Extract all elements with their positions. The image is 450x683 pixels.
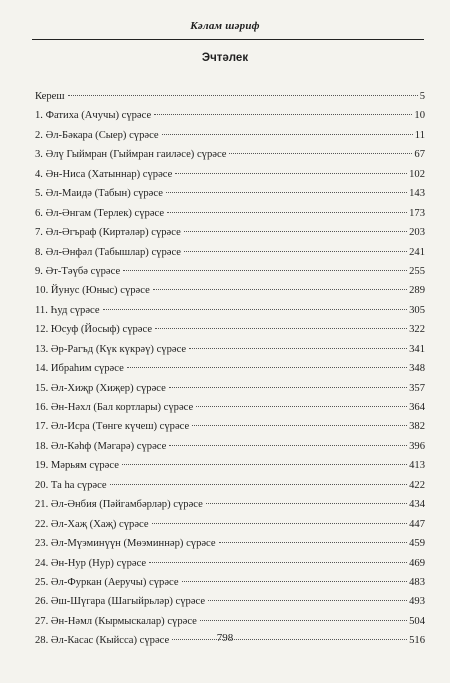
dot-leader — [127, 367, 407, 368]
toc-entry-title: 10. Йунус (Юныс) сүрәсе — [35, 285, 150, 297]
toc-entry-title: 11. Һуд сүрәсе — [35, 304, 100, 316]
toc-entry-title: 24. Ән-Нур (Нур) сүрәсе — [35, 557, 147, 569]
toc-entry — [35, 130, 425, 149]
toc-entry-page: 483 — [409, 576, 425, 588]
toc-entry-page: 10 — [414, 110, 425, 122]
toc-entry-title: 15. Әл-Хиҗр (Хиҗер) сүрәсе — [35, 382, 166, 394]
toc-title: Эчтәлек — [201, 52, 249, 64]
toc-entry-title: Кереш — [35, 91, 65, 102]
toc-entry — [35, 110, 425, 129]
toc-entry — [35, 305, 425, 324]
toc-entry-page: 5 — [419, 91, 425, 102]
dot-leader — [189, 348, 407, 349]
dot-leader — [68, 95, 418, 96]
toc-entry — [35, 247, 425, 266]
dot-leader — [175, 173, 407, 174]
toc-entry-title: 14. Ибраһим сүрәсе — [35, 363, 124, 375]
toc-entry-title: 16. Ән-Нәхл (Бал кортлары) сүрәсе — [35, 402, 194, 413]
toc-entry-page: 67 — [414, 149, 425, 161]
toc-entry-title: 21. Әл-Әнбия (Пәйгамбәрләр) сүрәсе — [35, 499, 203, 511]
toc-entry-title: 23. Әл-Мүэминүүн (Мөэминнәр) сүрәсе — [35, 538, 216, 550]
dot-leader — [152, 523, 408, 524]
toc-entry-page: 516 — [409, 635, 425, 647]
toc-entry-title: 4. Ән-Ниса (Хатыннар) сүрәсе — [35, 168, 173, 180]
toc-entry-page: 305 — [409, 304, 425, 316]
toc-entry-title: 2. Әл-Бәкара (Сыер) сүрәсе — [35, 129, 159, 141]
toc-entry-page: 469 — [409, 557, 425, 569]
toc-entry-page: 241 — [409, 246, 425, 258]
toc-entry-page: 364 — [409, 402, 425, 413]
toc-entry-page: 102 — [409, 168, 425, 180]
toc-entry-title: 20. Та һа сүрәсе — [35, 479, 107, 491]
table-of-contents — [35, 91, 425, 655]
toc-entry — [35, 421, 425, 440]
toc-entry-page: 504 — [409, 615, 425, 627]
toc-entry — [35, 188, 425, 207]
toc-entry-title: 17. Әл-Исра (Төнге күчеш) сүрәсе — [35, 421, 190, 433]
dot-leader — [123, 270, 407, 271]
toc-entry-page: 434 — [409, 499, 425, 511]
toc-entry — [35, 441, 425, 460]
toc-entry — [35, 383, 425, 402]
dot-leader — [149, 562, 407, 563]
toc-entry — [35, 285, 425, 304]
toc-entry-title: 19. Мәрьям сүрәсе — [35, 460, 119, 472]
dot-leader — [182, 581, 408, 582]
toc-entry — [35, 208, 425, 227]
toc-entry-title: 18. Әл-Кәһф (Мәгарә) сүрәсе — [35, 440, 167, 452]
toc-entry — [35, 149, 425, 168]
dot-leader — [169, 387, 407, 388]
toc-entry — [35, 460, 425, 479]
dot-leader — [219, 542, 408, 543]
dot-leader — [169, 445, 407, 446]
toc-entry-page: 289 — [409, 285, 425, 297]
toc-entry-page: 203 — [409, 227, 425, 239]
dot-leader — [184, 231, 407, 232]
dot-leader — [167, 212, 407, 213]
toc-entry — [35, 499, 425, 518]
dot-leader — [166, 192, 407, 193]
dot-leader — [153, 289, 407, 290]
toc-entry — [35, 596, 425, 615]
toc-entry-title: 13. Әр-Рагъд (Күк күкрәү) сүрәсе — [35, 343, 187, 355]
toc-entry-title: 25. Әл-Фуркан (Аеручы) сүрәсе — [35, 576, 179, 588]
toc-entry — [35, 558, 425, 577]
toc-entry-title: 22. Әл-Хаҗ (Хаҗ) сүрәсе — [35, 518, 149, 530]
toc-entry — [35, 324, 425, 343]
page-number: 798 — [216, 632, 234, 644]
dot-leader — [200, 620, 407, 621]
toc-entry-title: 26. Әш-Шүгара (Шагыйрьләр) сүрәсе — [35, 596, 206, 608]
toc-entry-page: 11 — [414, 129, 425, 141]
toc-entry-title: 6. Әл-Әнгам (Терлек) сүрәсе — [35, 207, 165, 219]
toc-entry — [35, 402, 425, 421]
toc-entry-page: 459 — [409, 538, 425, 550]
toc-entry-title: 9. Әт-Тәүбә сүрәсе — [35, 265, 121, 277]
toc-entry — [35, 519, 425, 538]
toc-entry-title: 27. Ән-Нәмл (Кырмыскалар) сүрәсе — [35, 615, 197, 627]
dot-leader — [103, 309, 408, 310]
toc-entry-title: 28. Әл-Касас (Кыйсса) сүрәсе — [35, 635, 170, 647]
toc-entry-page: 396 — [409, 440, 425, 452]
toc-entry-page: 173 — [409, 207, 425, 219]
toc-entry — [35, 538, 425, 557]
toc-entry — [35, 91, 425, 110]
toc-entry-page: 357 — [409, 382, 425, 394]
toc-entry — [35, 577, 425, 596]
toc-entry-page: 413 — [409, 460, 425, 472]
header-rule — [32, 39, 424, 40]
dot-leader — [184, 251, 407, 252]
dot-leader — [154, 114, 412, 115]
dot-leader — [155, 328, 407, 329]
toc-entry-page: 143 — [409, 188, 425, 200]
dot-leader — [196, 406, 407, 407]
toc-entry-page: 341 — [409, 343, 425, 355]
toc-entry-title: 8. Әл-Әнфәл (Табышлар) сүрәсе — [35, 246, 181, 258]
toc-entry-page: 382 — [409, 421, 425, 433]
toc-entry — [35, 169, 425, 188]
toc-entry-page: 255 — [409, 265, 425, 277]
toc-entry-page: 348 — [409, 363, 425, 375]
toc-entry — [35, 266, 425, 285]
toc-entry-page: 322 — [409, 324, 425, 336]
toc-entry-title: 5. Әл-Маидә (Табын) сүрәсе — [35, 188, 163, 200]
dot-leader — [162, 134, 413, 135]
dot-leader — [110, 484, 407, 485]
toc-entry-page: 447 — [409, 518, 425, 530]
dot-leader — [122, 464, 407, 465]
toc-entry-page: 493 — [409, 596, 425, 608]
dot-leader — [229, 153, 412, 154]
running-header: Кәлам шәриф — [190, 20, 260, 32]
toc-entry-title: 12. Юсуф (Йосыф) сүрәсе — [35, 324, 153, 336]
toc-entry — [35, 363, 425, 382]
toc-entry-page: 422 — [409, 479, 425, 491]
dot-leader — [192, 425, 407, 426]
toc-entry — [35, 344, 425, 363]
toc-entry-title: 1. Фатиха (Ачучы) сүрәсе — [35, 110, 152, 122]
toc-entry-title: 7. Әл-Әгъраф (Киртәләр) сүрәсе — [35, 227, 181, 239]
toc-entry — [35, 227, 425, 246]
toc-entry-title: 3. Әлү Гыймран (Гыймран гаиләсе) сүрәсе — [35, 149, 227, 161]
dot-leader — [206, 503, 407, 504]
toc-entry — [35, 480, 425, 499]
dot-leader — [208, 600, 407, 601]
